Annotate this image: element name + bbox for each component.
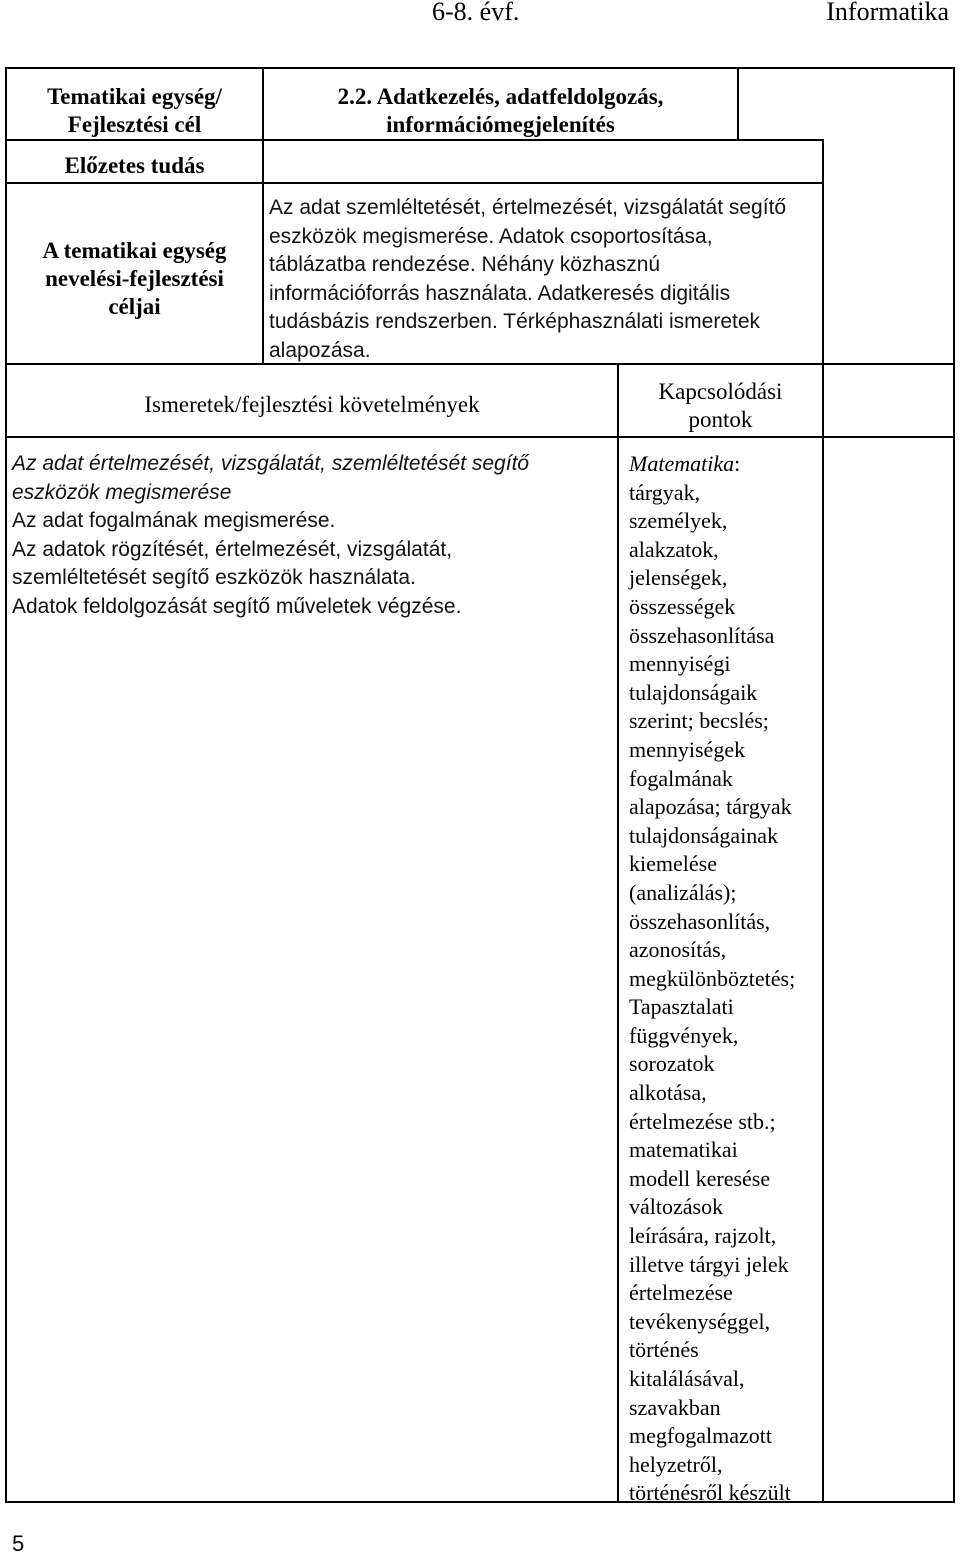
connections-line: sorozatok xyxy=(629,1051,715,1077)
connections-line: szavakban xyxy=(629,1394,721,1420)
connections-header-line2: pontok xyxy=(688,407,753,432)
connections-text xyxy=(629,450,824,1508)
connections-line: történés xyxy=(629,1337,699,1363)
subject-label: Informatika xyxy=(826,0,949,26)
unit-title-line2: információmegjelenítés xyxy=(386,112,615,137)
unit-label xyxy=(7,83,262,139)
requirements-header: Ismeretek/fejlesztési követelmények xyxy=(144,392,480,417)
connections-line: tulajdonságainak xyxy=(629,822,779,848)
page-header xyxy=(0,0,960,30)
connections-line: összehasonlítása xyxy=(629,622,775,648)
connections-line: megfogalmazott xyxy=(629,1423,772,1449)
connections-line: alkotása, xyxy=(629,1080,707,1106)
goals-label-line3: céljai xyxy=(108,294,161,319)
goals-label-line1: A tematikai egység xyxy=(42,238,227,263)
connections-header-line1: Kapcsolódási xyxy=(658,379,783,404)
goals-text xyxy=(269,194,819,366)
connections-line: mennyiségi xyxy=(629,651,731,677)
requirements-italic-line: Az adat értelmezését, vizsgálatát, szemléltetését segítő xyxy=(12,452,530,475)
connections-subject: Matematika xyxy=(629,451,735,476)
connections-line: történésről készült xyxy=(629,1480,791,1506)
connections-line: szerint; becslés; xyxy=(629,708,769,734)
connections-line: értelmezése xyxy=(629,1280,733,1306)
connections-line: személyek, xyxy=(629,508,728,534)
unit-title-line1: 2.2. Adatkezelés, adatfeldolgozás, xyxy=(337,84,664,109)
connections-line: fogalmának xyxy=(629,765,733,791)
connections-line: megkülönböztetés; xyxy=(629,965,796,991)
goals-line: eszközök megismerése. Adatok csoportosítása, xyxy=(269,224,713,248)
unit-title xyxy=(264,83,737,139)
divider-requirements xyxy=(617,363,619,1501)
connections-line: tevékenységgel, xyxy=(629,1308,771,1334)
connections-line: helyzetről, xyxy=(629,1451,723,1477)
connections-lines xyxy=(629,479,824,1508)
hline-prior-right xyxy=(262,182,822,184)
connections-line: kitalálásával, xyxy=(629,1366,745,1391)
goals-line: tudásbázis rendszerben. Térképhasználati ismeretek xyxy=(269,310,761,334)
connections-line: matematikai xyxy=(629,1137,738,1163)
connections-line: összehasonlítás, xyxy=(629,908,771,934)
connections-line: illetve tárgyi jelek xyxy=(629,1251,789,1277)
hline-headers xyxy=(7,436,953,438)
connections-line: tulajdonságaik xyxy=(629,679,758,705)
goals-label-line2: nevelési-fejlesztési xyxy=(45,266,224,291)
requirements-line: Az adat fogalmának megismerése. xyxy=(12,509,336,533)
connections-line: változások xyxy=(629,1194,724,1220)
hline-prior-left xyxy=(7,182,264,184)
requirements-text xyxy=(12,450,612,622)
connections-line: leírására, rajzolt, xyxy=(629,1223,777,1249)
divider-upper-right xyxy=(822,139,824,365)
requirements-italic-line: eszközök megismerése xyxy=(12,480,232,504)
connections-line: alapozása; tárgyak xyxy=(629,794,792,820)
requirements-line: Az adatok rögzítését, értelmezését, vizsgálatát, xyxy=(12,537,453,561)
requirements-line: szemléltetését segítő eszközök használata. xyxy=(12,566,416,590)
connections-line: (analizálás); xyxy=(629,879,737,905)
divider-title-box xyxy=(737,69,739,139)
goals-line: információforrás használata. Adatkeresés digitális xyxy=(269,281,731,305)
connections-line: alakzatok, xyxy=(629,536,719,562)
connections-line: mennyiségek xyxy=(629,736,746,762)
requirements-line: Adatok feldolgozását segítő műveletek végzése. xyxy=(12,594,462,618)
connections-subject-line: Matematika: xyxy=(629,451,741,476)
goals-label xyxy=(7,237,262,321)
curriculum-table xyxy=(5,67,955,1506)
grade-label: 6-8. évf. xyxy=(432,0,520,26)
goals-line: táblázatba rendezése. Néhány közhasznú xyxy=(269,253,661,277)
connections-line: modell keresése xyxy=(629,1165,771,1191)
hline-title-left xyxy=(7,139,264,141)
connections-line: függvények, xyxy=(629,1022,739,1048)
connections-line: kiemelése xyxy=(629,851,717,877)
connections-header xyxy=(619,378,822,434)
connections-line: azonosítás, xyxy=(629,937,727,963)
prior-knowledge-label: Előzetes tudás xyxy=(64,153,205,178)
page-number: 5 xyxy=(12,1531,25,1556)
goals-line: alapozása. xyxy=(269,338,371,362)
connections-line: tárgyak, xyxy=(629,479,701,505)
hline-title-right xyxy=(262,139,822,141)
connections-line: összességek xyxy=(629,593,736,619)
unit-label-text: Tematikai egység/ Fejlesztési cél xyxy=(47,84,222,137)
connections-line: jelenségek, xyxy=(629,565,728,591)
connections-line: értelmezése stb.; xyxy=(629,1108,776,1134)
connections-line: Tapasztalati xyxy=(629,994,734,1020)
goals-line: Az adat szemléltetését, értelmezését, vizsgálatát segítő xyxy=(269,196,787,219)
